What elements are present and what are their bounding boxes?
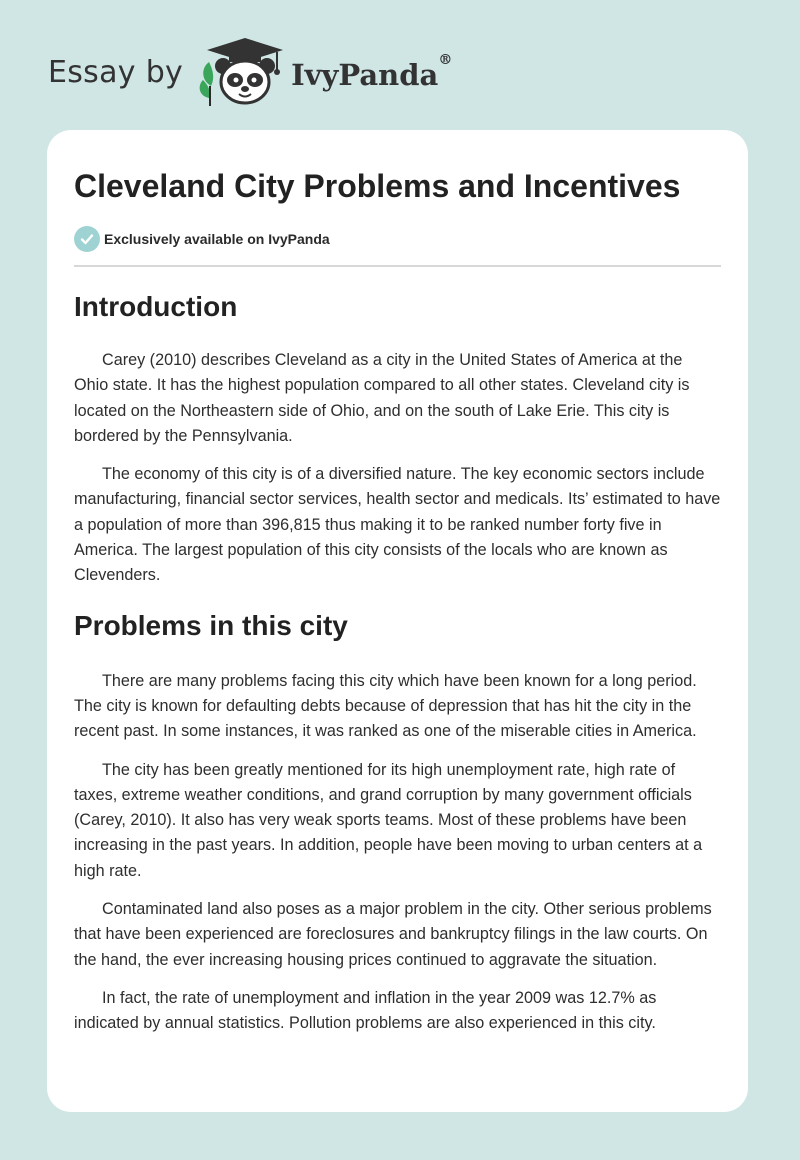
paragraph: The city has been greatly mentioned for its high unemployment rate, high rate of taxes, extreme weather conditions, and grand corruption by many government officials (Carey, 2010). It also has very weak sports teams. Most of these problems have been increasing in the past years. In addition, people have been moving to urban centers at a high rate. bbox=[74, 760, 703, 880]
paragraph: The economy of this city is of a diversified nature. The key economic sectors include manufacturing, financial sector services, health sector and medicals. Its’ estimated to have a population of more than 396,815 thus making it to be ranked number forty five in America. The largest population of this city consists of the locals who are known as Clevenders. bbox=[74, 465, 721, 585]
panda-graduate-icon bbox=[197, 36, 287, 108]
section-problems bbox=[74, 608, 721, 1037]
check-icon bbox=[74, 226, 100, 252]
brand-prefix: Essay by bbox=[48, 54, 184, 90]
brand-name: IvyPanda® bbox=[291, 52, 453, 92]
brand-header[interactable] bbox=[48, 36, 452, 108]
article-card bbox=[47, 130, 748, 1112]
divider bbox=[74, 265, 721, 267]
paragraph: Contaminated land also poses as a major problem in the city. Other serious problems that have been experienced are foreclosures and bankruptcy filings in the law courts. On the hand, the ever increasing housing prices continued to aggravate the situation. bbox=[74, 900, 712, 969]
exclusive-badge bbox=[74, 226, 721, 252]
article-title: Cleveland City Problems and Incentives bbox=[74, 168, 681, 204]
paragraph: Carey (2010) describes Cleveland as a city in the United States of America at the Ohio state. It has the highest population compared to all other states. Cleveland city is located on the Northeastern side of Ohio, and on the south of Lake Erie. This city is bordered by the Pennsylvania. bbox=[74, 351, 690, 445]
paragraph: There are many problems facing this city which have been known for a long period. The city is known for defaulting debts because of depression that has hit the city in the recent past. In some instances, it was ranked as one of the miserable cities in America. bbox=[74, 671, 697, 741]
section-heading: Introduction bbox=[74, 291, 238, 322]
paragraph: In fact, the rate of unemployment and inflation in the year 2009 was 12.7% as indicated by annual statistics. Pollution problems are also experienced in this city. bbox=[74, 988, 657, 1033]
section-heading: Problems in this city bbox=[74, 609, 348, 641]
badge-text: Exclusively available on IvyPanda bbox=[104, 231, 330, 247]
section-introduction bbox=[74, 289, 721, 589]
